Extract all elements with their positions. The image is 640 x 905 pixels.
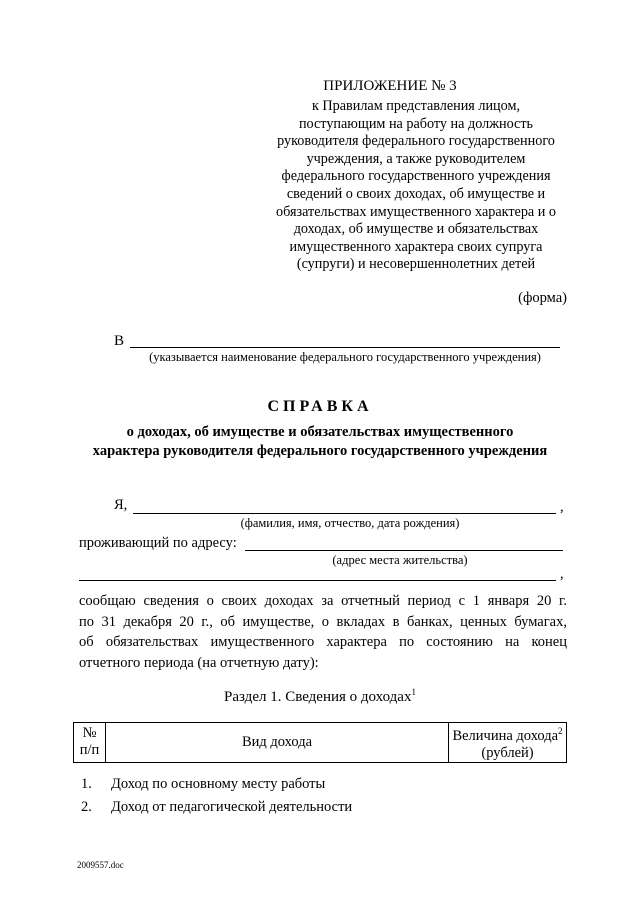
statement-line: отчетного периода (на отчетную дату): — [79, 654, 319, 671]
address-hint: (адрес места жительства) — [332, 553, 468, 567]
appendix-line: поступающим на работу на должность — [298, 115, 534, 132]
header-num-line: п/п — [79, 742, 100, 759]
footer-filename: 2009557.doc — [77, 860, 124, 870]
amount-footnote-mark: 2 — [558, 726, 563, 736]
declarant-name-field[interactable] — [133, 513, 556, 514]
subtitle-line: характера руководителя федерального государственного учреждения — [92, 443, 548, 459]
appendix-description — [255, 98, 577, 274]
address-comma: , — [560, 566, 564, 582]
income-table — [73, 722, 567, 763]
item-label: Доход по основному месту работы — [111, 776, 326, 792]
appendix-line: обязательствах имущественного характера и о — [275, 203, 556, 220]
header-amount-unit: (рублей) — [481, 744, 534, 761]
statement-line: по 31 декабря 20 г., об имуществе, о вкладах в банках, ценных бумагах, — [79, 613, 567, 630]
header-type-cell: Вид дохода — [106, 723, 449, 763]
subtitle-line: о доходах, об имуществе и обязательствах имущественного — [126, 424, 514, 440]
appendix-line: учреждения, а также руководителем — [306, 150, 526, 167]
statement-line: об обязательствах имущественного характера по состоянию на конец — [79, 634, 567, 650]
item-label: Доход от педагогической деятельности — [111, 799, 353, 815]
appendix-line: сведений о своих доходах, об имуществе и — [286, 185, 546, 202]
section-title-text: Раздел 1. Сведения о доходах — [224, 689, 412, 705]
appendix-line: доходах, об имуществе и обязательствах — [293, 221, 539, 238]
declarant-prefix: Я, — [114, 497, 128, 513]
appendix-line: руководителя федерального государственного — [277, 133, 555, 150]
header-num-line: № — [82, 725, 97, 742]
declarant-name-hint: (фамилия, имя, отчество, дата рождения) — [240, 516, 460, 530]
address-field-continued[interactable] — [79, 580, 556, 581]
header-amount-cell — [449, 723, 567, 763]
header-num-cell — [74, 723, 106, 763]
appendix-line: имущественного характера своих супруга — [289, 238, 543, 255]
list-item — [81, 799, 352, 816]
appendix-line: к Правилам представления лицом, — [311, 98, 520, 114]
item-number: 1. — [81, 776, 92, 792]
section-title — [0, 687, 640, 706]
appendix-line: федерального государственного учреждения — [281, 168, 551, 185]
header-amount-text: Величина дохода — [452, 727, 559, 744]
address-field[interactable] — [245, 550, 563, 551]
appendix-line: (супруги) и несовершеннолетних детей — [296, 256, 536, 273]
document-subtitle — [60, 423, 580, 461]
recipient-hint: (указывается наименование федерального государственного учреждения) — [149, 350, 541, 364]
recipient-field[interactable] — [130, 347, 560, 348]
statement-paragraph — [79, 591, 567, 673]
header-amount-line — [449, 723, 566, 745]
appendix-title: ПРИЛОЖЕНИЕ № 3 — [323, 78, 457, 94]
recipient-prefix: В — [114, 333, 125, 349]
item-number: 2. — [81, 799, 92, 815]
table-header-row — [74, 723, 567, 763]
address-label: проживающий по адресу: — [79, 535, 237, 551]
document-title: СПРАВКА — [267, 398, 373, 415]
list-item — [81, 776, 325, 793]
section-footnote-mark: 1 — [411, 687, 416, 697]
statement-line: сообщаю сведения о своих доходах за отчетный период с 1 января 20 г. — [79, 593, 567, 609]
declarant-comma: , — [560, 499, 564, 515]
form-label: (форма) — [518, 290, 567, 306]
